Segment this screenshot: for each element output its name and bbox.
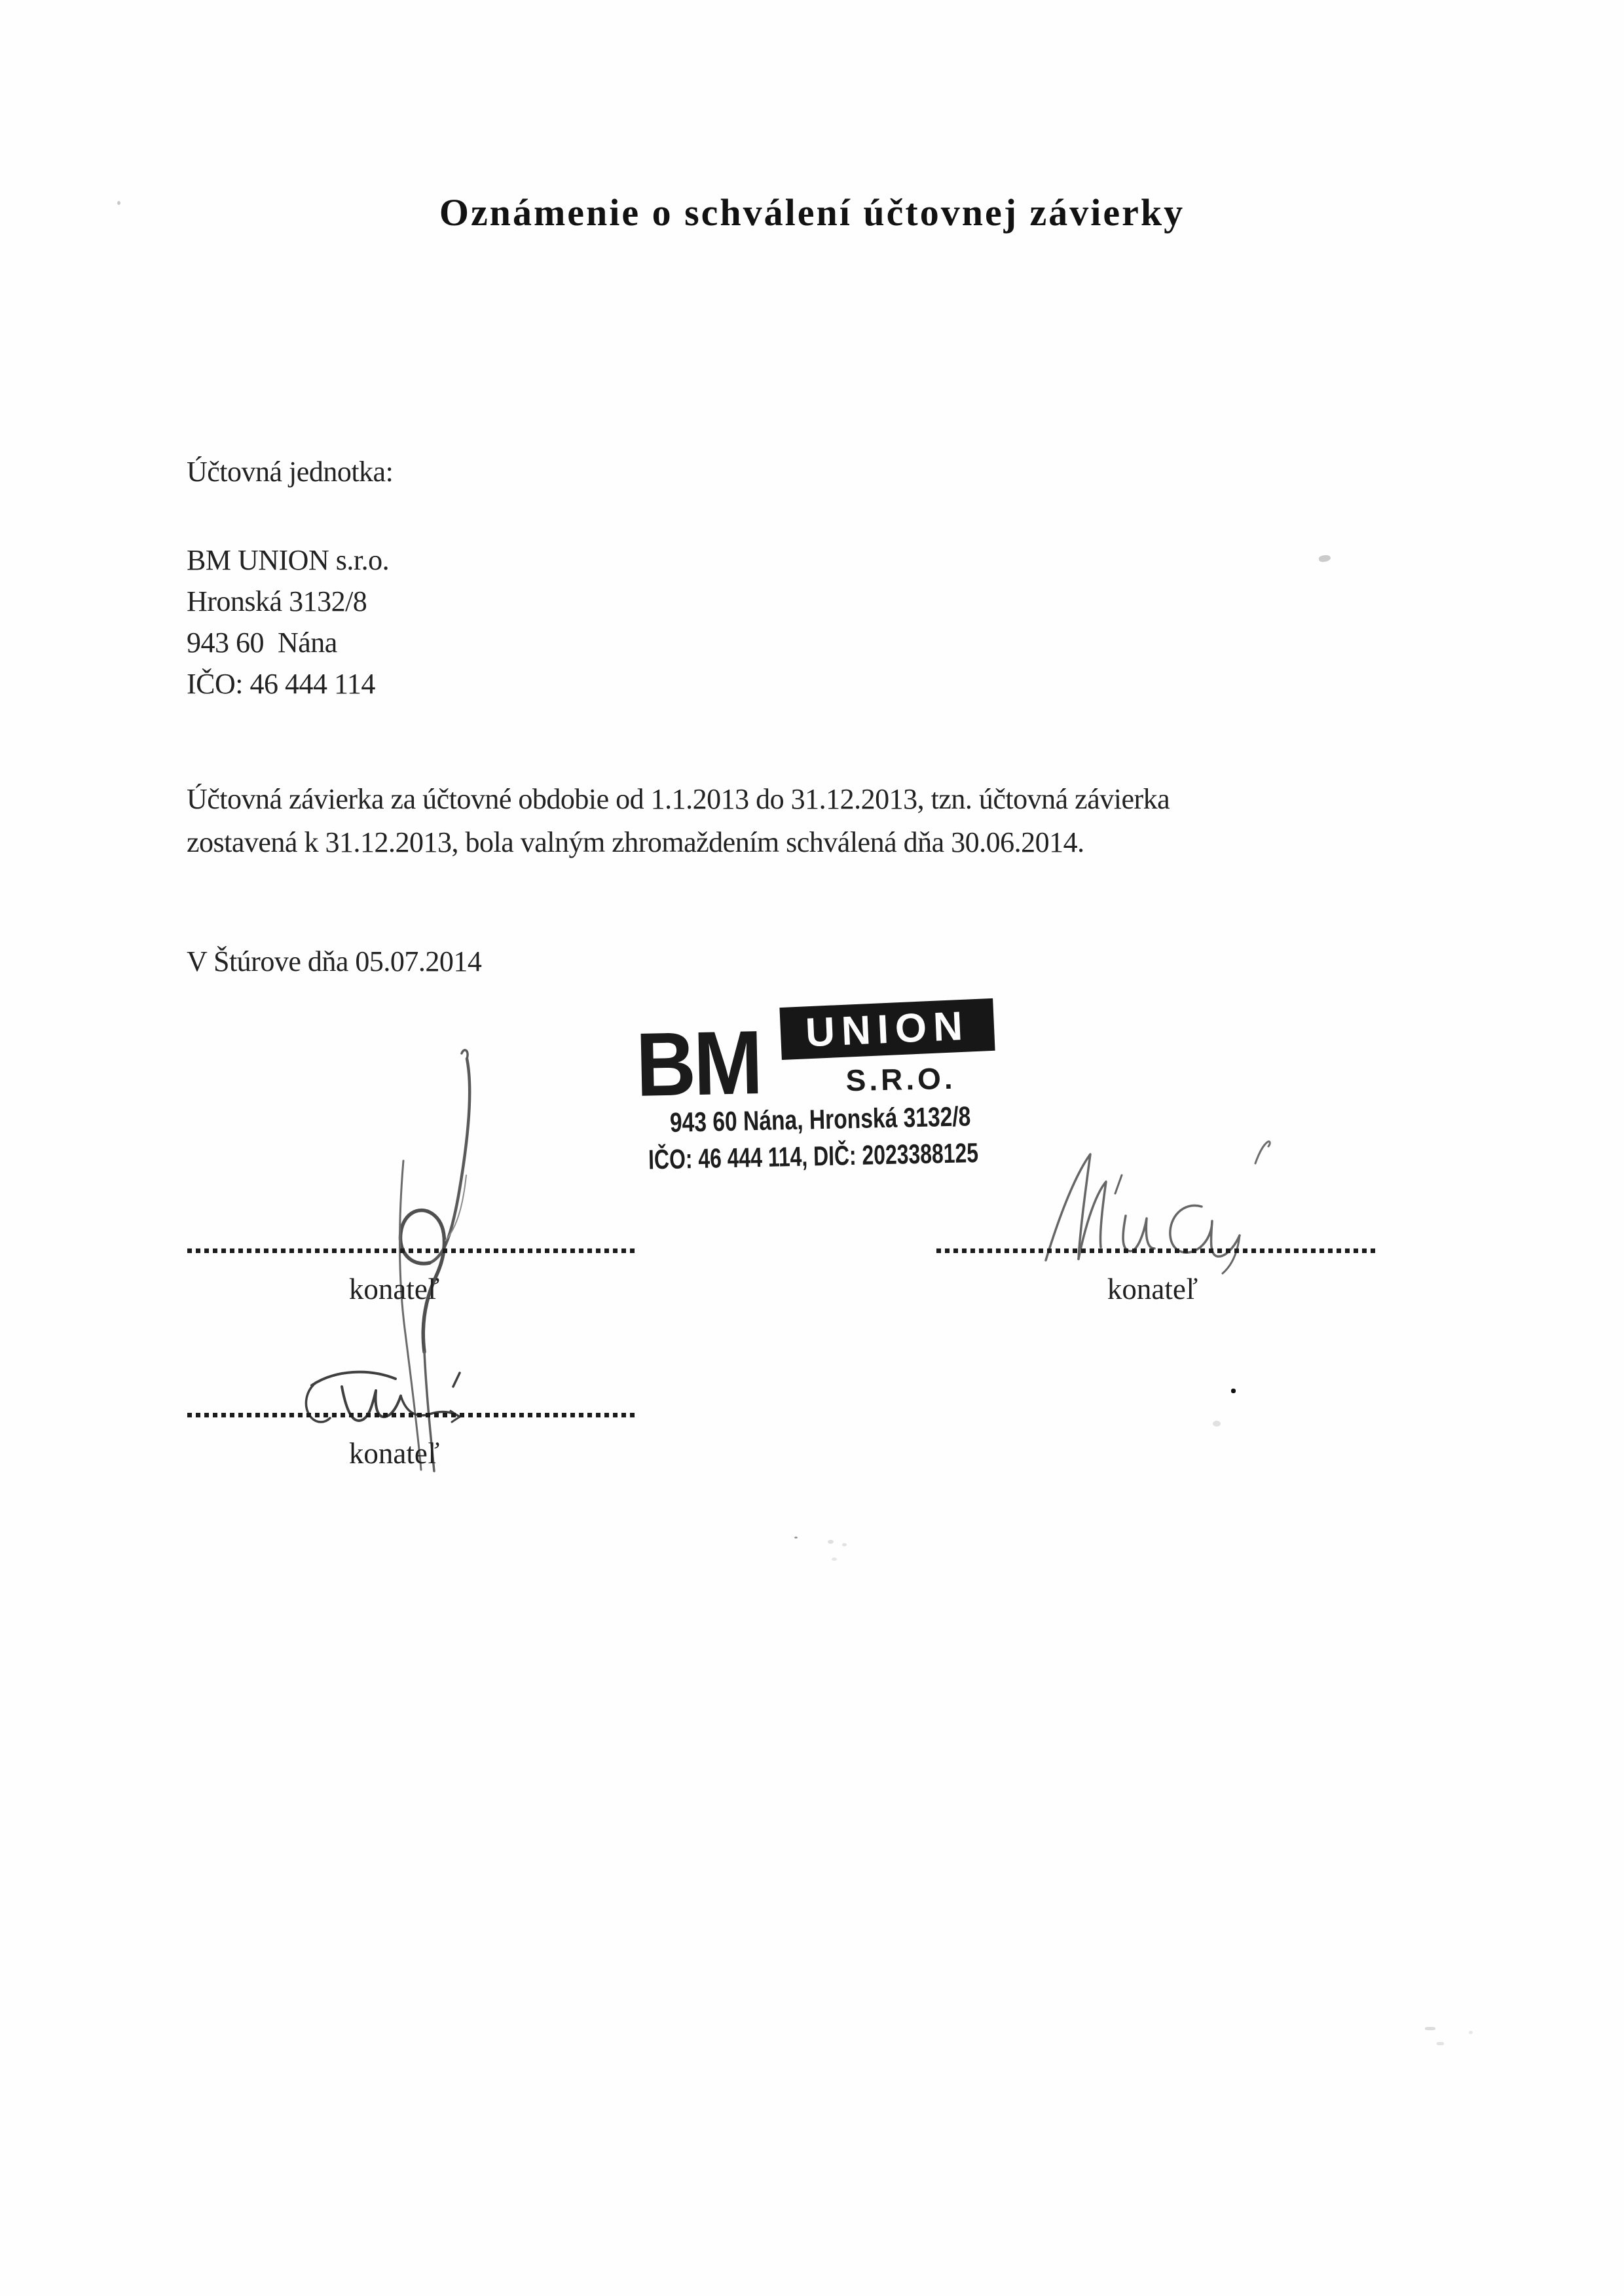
statement-line-2: zostavená k 31.12.2013, bola valným zhromaždením schválená dňa 30.06.2014. (187, 826, 1084, 858)
stamp-address-line: 943 60 Nána, Hronská 3132/8 (669, 1101, 971, 1138)
company-ico: IČO: 46 444 114 (187, 668, 375, 700)
scan-speck (828, 1540, 834, 1544)
stamp-union-box (779, 998, 995, 1060)
signer-title-right: konateľ (1107, 1273, 1198, 1305)
signature-right (1038, 1136, 1280, 1280)
scan-speck (842, 1543, 847, 1546)
address-city: 943 60 Nána (187, 627, 337, 659)
scan-speck (794, 1537, 798, 1539)
stamp-sro-text: S.R.O. (845, 1061, 957, 1098)
scan-speck (832, 1558, 837, 1561)
signature-left-bottom (296, 1363, 492, 1438)
document-title: Oznámenie o schválení účtovnej závierky (439, 191, 1185, 234)
address-street: Hronská 3132/8 (187, 585, 367, 617)
signature-line-left-bottom (187, 1413, 635, 1417)
stamp-bm-text: BM (635, 1012, 762, 1116)
signer-title-left-bottom: konateľ (348, 1437, 440, 1470)
scan-speck (1425, 2027, 1435, 2030)
signature-line-left-top (187, 1248, 635, 1253)
stamp-id-line: IČO: 46 444 114, DIČ: 2023388125 (648, 1137, 979, 1175)
place-date-line: V Štúrove dňa 05.07.2014 (187, 945, 482, 977)
scan-speck (1437, 2042, 1444, 2045)
company-name: BM UNION s.r.o. (187, 544, 390, 576)
scan-speck (1231, 1389, 1236, 1393)
entity-label: Účtovná jednotka: (187, 456, 394, 488)
stamp-union-text: UNION (804, 1003, 970, 1055)
company-stamp (635, 996, 1012, 1188)
signer-title-left-top: konateľ (348, 1273, 440, 1305)
scan-speck (1318, 554, 1331, 563)
scan-speck (1469, 2031, 1473, 2034)
signature-line-right (936, 1248, 1376, 1253)
statement-line-1: Účtovná závierka za účtovné obdobie od 1.1.2013 do 31.12.2013, tzn. účtovná závierka (187, 783, 1170, 815)
scan-speck (1213, 1421, 1221, 1427)
scan-speck (117, 201, 120, 205)
